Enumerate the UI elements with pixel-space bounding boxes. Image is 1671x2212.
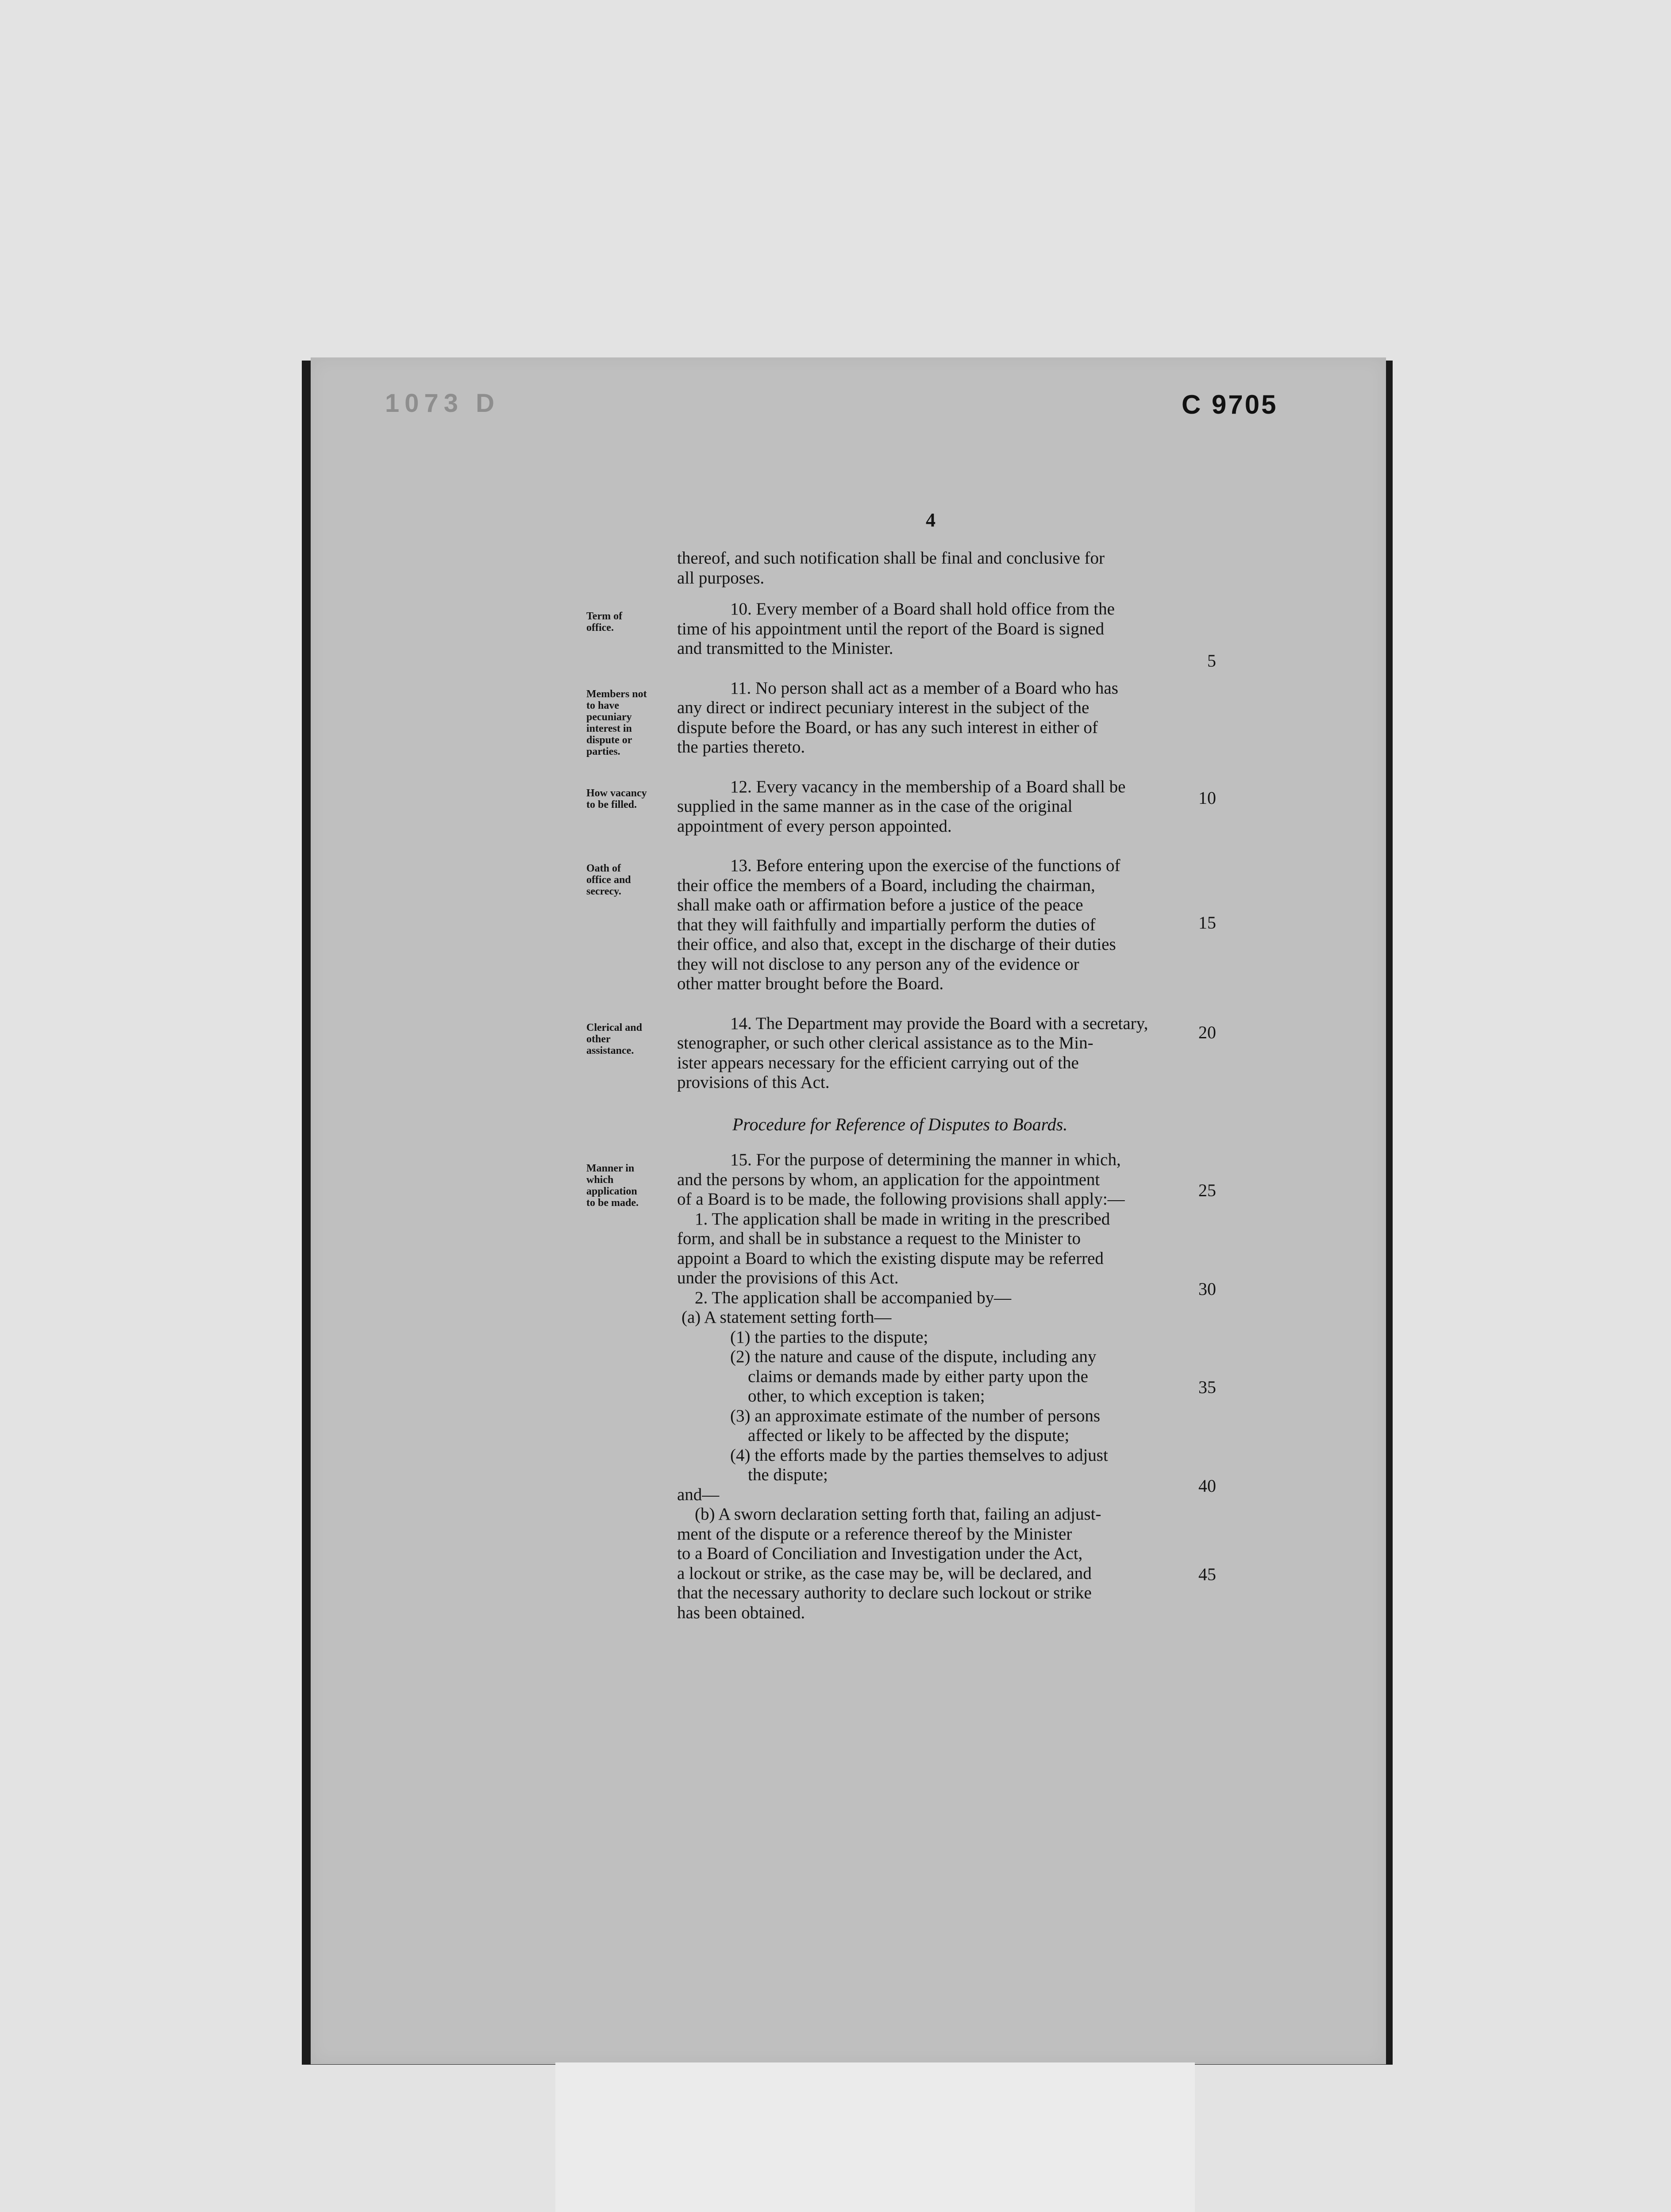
text-line: all purposes.: [677, 568, 765, 588]
margin-note-line: How vacancy: [586, 787, 647, 799]
text-line: the dispute;: [748, 1465, 828, 1484]
spacer: [677, 588, 1186, 599]
line-number: 40: [1198, 1476, 1216, 1496]
text-line: provisions of this Act.: [677, 1073, 830, 1092]
archive-label-card: [555, 2062, 1195, 2212]
text-line: supplied in the same manner as in the case of the original: [677, 797, 1073, 816]
margin-note-line: office.: [586, 622, 614, 634]
line-number: 30: [1198, 1279, 1216, 1299]
text-line: other, to which exception is taken;: [748, 1386, 985, 1406]
text-line: 11. No person shall act as a member of a Board who has: [730, 678, 1118, 698]
spacer: [677, 994, 1186, 1014]
page-number: 4: [926, 509, 936, 531]
text-line: (2) the nature and cause of the dispute, including any: [730, 1347, 1097, 1366]
text-line: appoint a Board to which the existing dispute may be referred: [677, 1248, 1104, 1268]
margin-note-line: Clerical and: [586, 1022, 642, 1033]
text-line: thereof, and such notification shall be final and conclusive for: [677, 549, 1105, 568]
text-line: (a) A statement setting forth—: [681, 1308, 892, 1327]
margin-note-line: secrecy.: [586, 886, 621, 897]
text-line: under the provisions of this Act.: [677, 1268, 899, 1287]
text-line: they will not disclose to any person any of the evidence or: [677, 954, 1079, 974]
line-number: 5: [1207, 651, 1216, 671]
spacer: [677, 836, 1186, 856]
margin-note-line: to be filled.: [586, 799, 637, 810]
margin-note-line: which: [586, 1174, 614, 1186]
margin-note-line: application: [586, 1186, 637, 1197]
spacer: [677, 659, 1186, 679]
text-line: of a Board is to be made, the following provisions shall apply:—: [677, 1190, 1125, 1209]
text-line: 10. Every member of a Board shall hold office from the: [730, 599, 1115, 618]
line-number: 10: [1198, 788, 1216, 808]
text-line: the parties thereto.: [677, 737, 805, 757]
text-line: and transmitted to the Minister.: [677, 639, 893, 658]
margin-note-vacancy: [586, 787, 675, 810]
text-line: that they will faithfully and impartially perform the duties of: [677, 915, 1096, 934]
margin-note-line: dispute or: [586, 734, 632, 746]
line-number: 25: [1198, 1180, 1216, 1200]
margin-note-line: to be made.: [586, 1197, 639, 1209]
text-line: (4) the efforts made by the parties themselves to adjust: [730, 1445, 1108, 1465]
text-line: ister appears necessary for the efficient carrying out of the: [677, 1053, 1079, 1072]
bleed-through-stamp: 1073 D: [385, 389, 500, 418]
text-line: to a Board of Conciliation and Investigation under the Act,: [677, 1544, 1083, 1563]
margin-note-pecuniary-interest: [586, 688, 675, 757]
text-line: that the necessary authority to declare such lockout or strike: [677, 1583, 1092, 1602]
margin-note-oath: [586, 863, 675, 897]
document-number: C 9705: [1182, 390, 1278, 419]
margin-note-line: to have: [586, 700, 619, 711]
text-line: 15. For the purpose of determining the manner in which,: [730, 1150, 1121, 1169]
text-line: ment of the dispute or a reference thereof by the Minister: [677, 1524, 1072, 1544]
line-number: 35: [1198, 1377, 1216, 1397]
text-line: (3) an approximate estimate of the number of persons: [730, 1406, 1101, 1425]
text-line: a lockout or strike, as the case may be, will be declared, and: [677, 1563, 1092, 1583]
margin-note-line: Members not: [586, 688, 647, 700]
spacer: [677, 757, 1186, 777]
margin-note-line: pecuniary: [586, 711, 632, 723]
margin-note-line: office and: [586, 874, 631, 886]
text-line: and the persons by whom, an application for the appointment: [677, 1170, 1100, 1189]
text-line: claims or demands made by either party upon the: [748, 1367, 1088, 1386]
text-line: dispute before the Board, or has any such interest in either of: [677, 718, 1098, 737]
line-number: 20: [1198, 1022, 1216, 1042]
text-line: shall make oath or affirmation before a justice of the peace: [677, 895, 1083, 914]
text-line: and—: [677, 1485, 720, 1504]
text-line: 13. Before entering upon the exercise of the functions of: [730, 856, 1120, 875]
line-number: 15: [1198, 913, 1216, 933]
text-line: other matter brought before the Board.: [677, 974, 944, 993]
margin-note-line: other: [586, 1033, 611, 1045]
margin-note-term-of-office: [586, 611, 675, 634]
margin-note-line: Oath of: [586, 863, 621, 874]
margin-note-application: [586, 1163, 675, 1209]
margin-note-line: Term of: [586, 611, 623, 622]
text-line: (1) the parties to the dispute;: [730, 1327, 928, 1347]
line-number: 45: [1198, 1564, 1216, 1584]
text-line: their office the members of a Board, including the chairman,: [677, 876, 1095, 895]
text-line: 2. The application shall be accompanied by—: [695, 1288, 1012, 1307]
section-heading: Procedure for Reference of Disputes to Boards.: [732, 1114, 1068, 1134]
margin-note-line: assistance.: [586, 1045, 634, 1056]
margin-note-line: parties.: [586, 746, 620, 757]
text-line: appointment of every person appointed.: [677, 816, 952, 836]
text-line: any direct or indirect pecuniary interest in the subject of the: [677, 698, 1090, 717]
margin-note-line: interest in: [586, 723, 632, 734]
text-line: has been obtained.: [677, 1603, 805, 1622]
text-line: stenographer, or such other clerical assistance as to the Min-: [677, 1033, 1093, 1052]
text-line: time of his appointment until the report of the Board is signed: [677, 619, 1105, 638]
text-line: form, and shall be in substance a request to the Minister to: [677, 1229, 1081, 1248]
body-text-block-2: [677, 1150, 1186, 1623]
text-line: 1. The application shall be made in writing in the prescribed: [695, 1209, 1110, 1229]
text-line: (b) A sworn declaration setting forth that, failing an adjust-: [695, 1505, 1101, 1524]
text-line: their office, and also that, except in the discharge of their duties: [677, 935, 1116, 954]
text-line: 12. Every vacancy in the membership of a Board shall be: [730, 777, 1126, 796]
margin-note-clerical: [586, 1022, 675, 1056]
text-line: 14. The Department may provide the Board with a secretary,: [730, 1014, 1148, 1033]
text-line: affected or likely to be affected by the dispute;: [748, 1426, 1070, 1445]
margin-note-line: Manner in: [586, 1163, 635, 1174]
body-text-block-1: [677, 549, 1186, 1093]
